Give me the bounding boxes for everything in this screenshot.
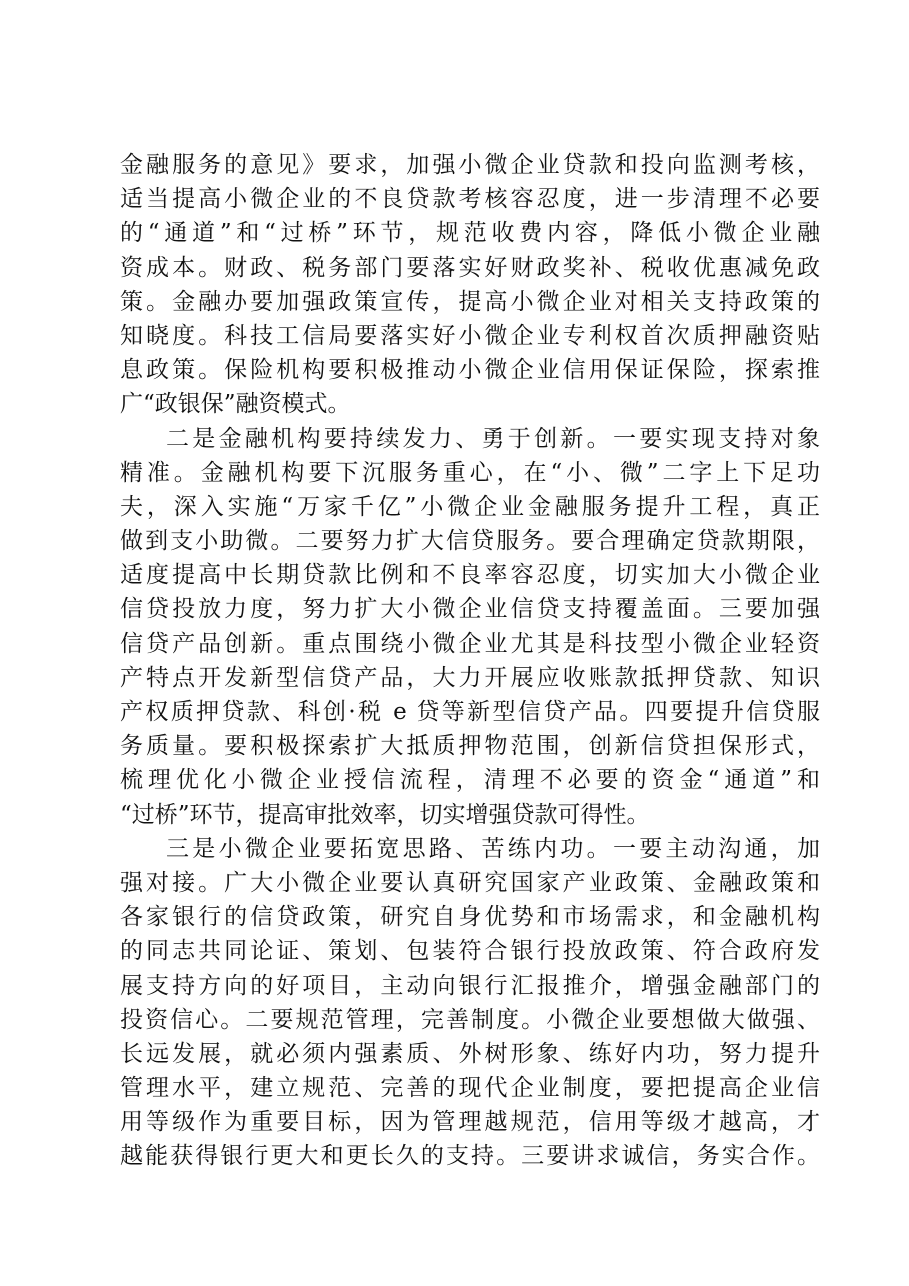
text-line: 适度提高中长期贷款比例和不良率容忍度，切实加大小微企业 xyxy=(120,562,820,589)
text-line: 知晓度。科技工信局要落实好小微企业专利权首次质押融资贴 xyxy=(120,322,820,349)
text-line: 务质量。要积极探索扩大抵质押物范围，创新信贷担保形式， xyxy=(120,733,820,760)
text-line: 用等级作为重要目标，因为管理越规范，信用等级才越高，才 xyxy=(120,1109,820,1136)
text-line: 资成本。财政、税务部门要落实好财政奖补、税收优惠减免政 xyxy=(120,254,820,281)
text-line: 长远发展，就必须内强素质、外树形象、练好内功，努力提升 xyxy=(120,1040,820,1067)
text-line: 信贷产品创新。重点围绕小微企业尤其是科技型小微企业轻资 xyxy=(120,630,820,657)
text-line: 管理水平，建立规范、完善的现代企业制度，要把提高企业信 xyxy=(120,1075,820,1102)
text-line: 三是小微企业要拓宽思路、苦练内功。一要主动沟通，加 xyxy=(166,835,820,862)
text-line: 展支持方向的好项目，主动向银行汇报推介，增强金融部门的 xyxy=(120,972,820,999)
text-line: 二是金融机构要持续发力、勇于创新。一要实现支持对象 xyxy=(166,425,820,452)
text-line: 策。金融办要加强政策宣传，提高小微企业对相关支持政策的 xyxy=(120,288,820,315)
document-body xyxy=(120,148,820,1174)
text-line: 的“通道”和“过桥”环节，规范收费内容，降低小微企业融 xyxy=(120,220,820,247)
text-line: 强对接。广大小微企业要认真研究国家产业政策、金融政策和 xyxy=(120,869,820,896)
text-line: 梳理优化小微企业授信流程，清理不必要的资金“通道”和 xyxy=(120,767,820,794)
text-line: 适当提高小微企业的不良贷款考核容忍度，进一步清理不必要 xyxy=(120,186,820,213)
paragraph xyxy=(120,832,820,1174)
text-line: 夫，深入实施“万家千亿”小微企业金融服务提升工程，真正 xyxy=(120,493,820,520)
text-line: 越能获得银行更大和更长久的支持。三要讲求诚信，务实合作。 xyxy=(120,1143,820,1170)
paragraph xyxy=(120,148,820,422)
text-line: 做到支小助微。二要努力扩大信贷服务。要合理确定贷款期限， xyxy=(120,528,820,555)
text-line: 广“政银保”融资模式。 xyxy=(120,391,351,418)
paragraph xyxy=(120,422,820,832)
text-line: 投资信心。二要规范管理，完善制度。小微企业要想做大做强、 xyxy=(120,1006,820,1033)
text-line: 息政策。保险机构要积极推动小微企业信用保证保险，探索推 xyxy=(120,357,820,384)
text-line: 各家银行的信贷政策，研究自身优势和市场需求，和金融机构 xyxy=(120,904,820,931)
text-line: 产权质押贷款、科创·税 e 贷等新型信贷产品。四要提升信贷服 xyxy=(120,699,820,725)
text-line: 精准。金融机构要下沉服务重心，在“小、微”二字上下足功 xyxy=(120,459,820,486)
text-line: “过桥”环节，提高审批效率，切实增强贷款可得性。 xyxy=(120,801,650,828)
text-line: 金融服务的意见》要求，加强小微企业贷款和投向监测考核， xyxy=(120,152,820,178)
text-line: 信贷投放力度，努力扩大小微企业信贷支持覆盖面。三要加强 xyxy=(120,596,820,623)
text-line: 的同志共同论证、策划、包装符合银行投放政策、符合政府发 xyxy=(120,938,820,965)
text-line: 产特点开发新型信贷产品，大力开展应收账款抵押贷款、知识 xyxy=(120,664,820,691)
